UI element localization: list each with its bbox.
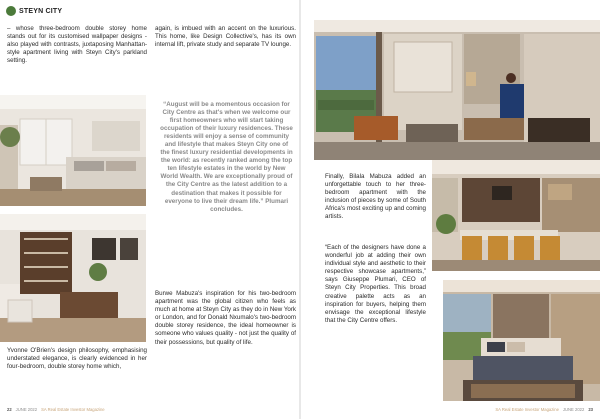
header-title: STEYN CITY	[19, 7, 63, 15]
footer-left	[7, 407, 105, 412]
footer-left-magazine: SA Real Estate Investor Magazine	[41, 407, 105, 412]
footer-right	[495, 407, 593, 412]
page-number-left: 22	[7, 407, 12, 412]
col2-paragraph-top: again, is imbued with an accent on the luxurious. This home, like Design Collective's, has its own internal lift, private study and separate TV lounge.	[155, 25, 296, 49]
col3-paragraph-2: “Each of the designers have done a wonderful job at adding their own individual style and aesthetic to their respective showcase apartments,” says Giuseppe Plumari, CEO of Steyn City Properties. This broad creative palette acts as an inspiration for buyers, helping them envisage the exceptional lifestyle that the City Centre offers.	[325, 244, 426, 324]
photo-living-study	[0, 214, 146, 342]
photo-lounge-designer	[314, 20, 600, 160]
col3-paragraph-1: Finally, Bilala Mabuza added an unforgettable touch to her three-bedroom apartment with the inclusion of pieces by some of South Africa's most exciting up and coming artists.	[325, 173, 426, 221]
photo-dining-kitchen	[432, 160, 600, 271]
page-number-right: 23	[588, 407, 593, 412]
footer-right-magazine: SA Real Estate Investor Magazine	[495, 407, 559, 412]
page-spine	[299, 0, 301, 419]
magazine-header	[6, 5, 62, 17]
photo-master-bedroom	[443, 280, 600, 401]
pull-quote: “August will be a momentous occasion for City Centre as that's when we welcome our first homeowners who will start taking occupation of their luxury residences. These residents will enjoy a sense of community and lifestyle that makes Steyn City one of the finest luxury residential developments in the world: as recently ranked among the top ten lifestyle estates in the world by New World Wealth. We are exceptionally proud of the City Centre as the latest addition to a destination that makes it possible for everyone to live their dream life.” Plumari concludes.	[160, 101, 293, 213]
photo-bedroom-white	[0, 95, 146, 206]
col1-paragraph-bottom: Yvonne O'Brien's design philosophy, emphasising understated elegance, is clearly evidenced in her four-bedroom, double storey home which,	[7, 347, 147, 371]
col2-paragraph-bottom: Burwe Mabuza's inspiration for his two-bedroom apartment was the global citizen who feels as much at home at Steyn City as they do in New York or London, and for Donald Nxumalo's two-bedroom double storey residence, the ideal homeowner is someone who values quality - not just the quality of their possessions, but quality of life.	[155, 290, 296, 346]
col1-paragraph-top: – whose three-bedroom double storey home stands out for its customised wallpaper designs - also played with contrasts, juxtaposing Manhattan-style apartment living with Steyn City's parkland setting.	[7, 25, 147, 65]
footer-left-date: JUNE 2022	[15, 407, 38, 412]
steyn-city-logo-icon	[6, 6, 16, 16]
footer-right-date: JUNE 2022	[562, 407, 585, 412]
